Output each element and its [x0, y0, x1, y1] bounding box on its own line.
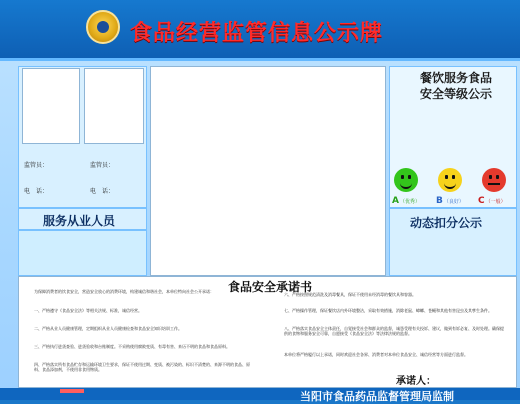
grade-c-desc: （一般） [485, 199, 506, 205]
promise-item-1: 一、严格遵守《食品安全法》等相关法规、标准，诚信经营。 [34, 308, 142, 313]
smiley-green-icon [394, 168, 418, 192]
grade-a-desc: （优秀） [399, 199, 420, 205]
neutral-red-icon [482, 168, 506, 192]
promise-intro: 为保障消费者的饮食安全，营造安全放心的消费环境，构建诚信和谐社会，本单位特向社会公开承诺： [34, 289, 214, 294]
header-bar [0, 0, 520, 58]
center-display-area [150, 66, 386, 276]
grade-a-letter: A [392, 196, 399, 206]
grade-a [392, 196, 420, 206]
rating-title [394, 70, 518, 102]
supervisor-label-2: 监管员： [90, 162, 115, 169]
phone-label-1: 电 话： [24, 188, 49, 195]
grade-b-letter: B [436, 196, 443, 206]
supervisor-photo-1 [22, 68, 80, 144]
promise-item-3: 三、严格执行进货查验、进货验收和台账制度。不采购使用腐败变质、有毒有害、来历不明的食品和食品原料。 [34, 344, 230, 349]
grade-c-letter: C [478, 196, 485, 206]
promise-item-2: 二、严格从业人员健康管理，定期组织从业人员健康检查和食品安全知识培训工作。 [34, 326, 182, 331]
grade-c [478, 196, 506, 206]
promise-closing: 本单位将严格履行以上承诺，同时欢迎社会各界、消费者对本单位食品安全、诚信经营等方面进行监督。 [284, 352, 468, 357]
staff-section-title: 服务从业人员 [43, 214, 116, 228]
smiley-yellow-icon [438, 168, 462, 192]
promise-item-7: 七、严格操作管理，保证餐饮店内外环境整洁，采取有效措施，消除老鼠、蟑螂、苍蝇和其他有害昆虫及其孳生条件。 [284, 308, 492, 313]
footer-red-mark [60, 389, 84, 393]
supervisor-photo-2 [84, 68, 144, 144]
promise-title: 食品安全承诺书 [227, 280, 312, 294]
grade-b-desc: （良好） [443, 199, 464, 205]
page-title: 食品经营监管信息公示牌 [130, 21, 384, 46]
supervisor-label-1: 监管员： [24, 162, 49, 169]
promise-item-6: 六、严格按照规范清洗及消毒餐具，保证不使用未经消毒的餐饮具和容器。 [284, 292, 416, 297]
header-divider [0, 58, 520, 61]
grade-b [436, 196, 464, 206]
rating-title-line1: 餐饮服务食品 [419, 71, 492, 85]
staff-content-panel [18, 230, 147, 276]
promise-item-4: 四、严格落实所有食品贮存和运输环境卫生要求，保证不使用过期、变质、被污染的、标识不清楚的、来源不明的食品、原料、食品添加剂，不使用非食用物质。 [34, 362, 250, 372]
rating-title-line2: 安全等级公示 [419, 87, 492, 101]
promise-item-8: 八、严格落实食品安全主体责任，自觉接受社会和群众的监督，诚恳受理有关投诉、建议，做到有诉必复、及时处理。确保提供的食物和服务安全可靠，自愿接受《食品安全法》等法律法规的监督。 [284, 326, 504, 336]
deduction-title: 动态扣分公示 [410, 216, 483, 230]
phone-label-2: 电 话： [90, 188, 115, 195]
police-emblem-icon [86, 10, 120, 44]
signer-label: 承诺人： [396, 376, 436, 387]
issuer-text: 当阳市食品药品监督管理局监制 [300, 390, 454, 403]
